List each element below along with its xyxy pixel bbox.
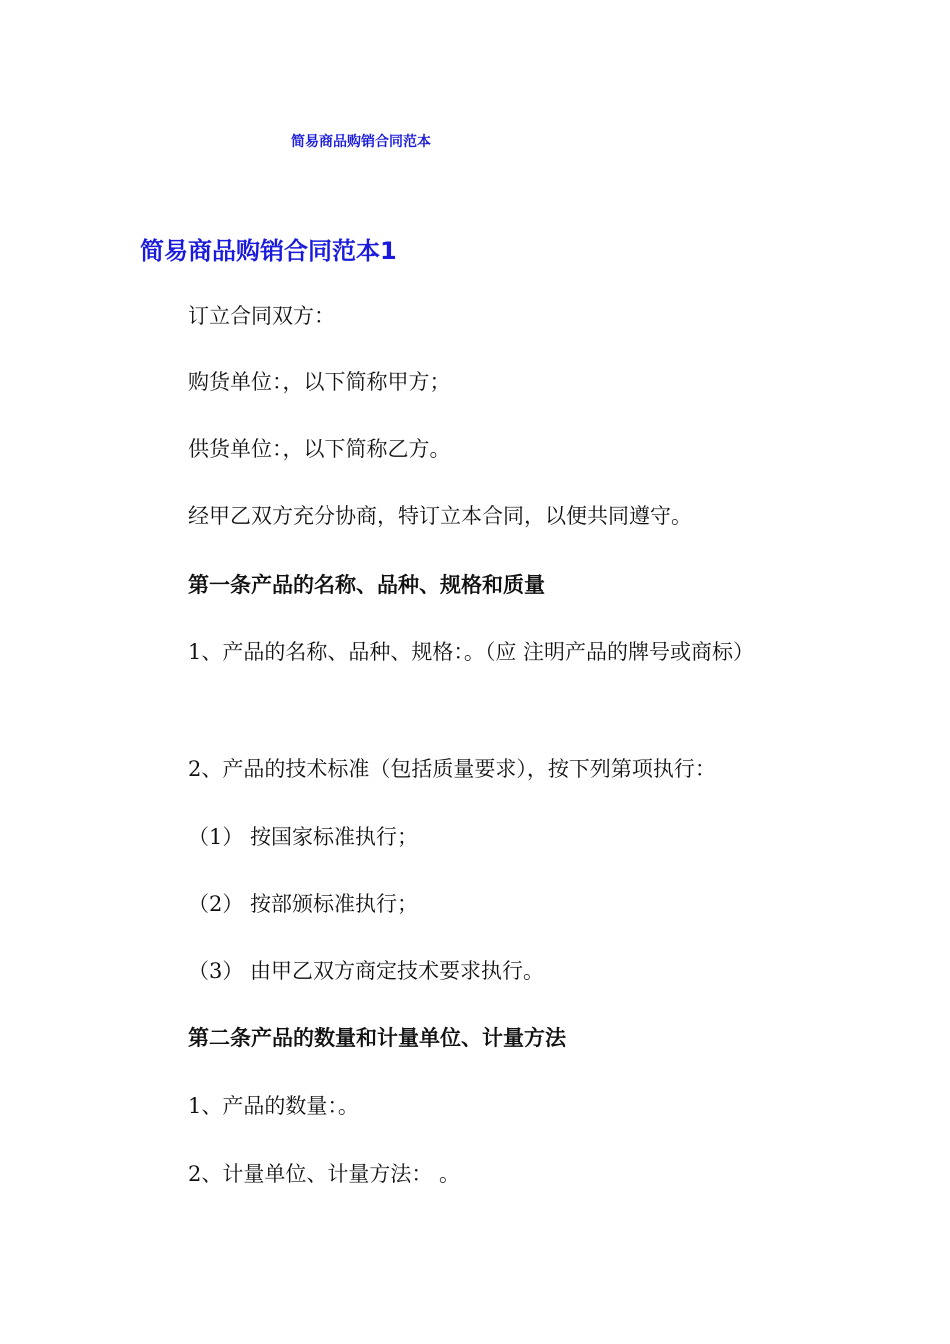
page-header-title: 简易商品购销合同范本 — [291, 134, 431, 150]
paragraph-product-spec: 1、产品的名称、品种、规格：。（应 注明产品的牌号或商标） — [188, 640, 755, 664]
section-heading-1: 第一条产品的名称、品种、规格和质量 — [188, 573, 545, 597]
paragraph-buyer: 购货单位：，以下简称甲方； — [188, 370, 451, 394]
list-item-mutual-standard: （3） 由甲乙双方商定技术要求执行。 — [188, 959, 545, 983]
paragraph-measurement: 2、计量单位、计量方法： 。 — [188, 1162, 461, 1186]
paragraph-tech-standard: 2、产品的技术标准（包括质量要求），按下列第项执行： — [188, 757, 716, 781]
paragraph-quantity: 1、产品的数量：。 — [188, 1094, 359, 1118]
paragraph-parties: 订立合同双方： — [188, 304, 335, 328]
list-item-national-standard: （1） 按国家标准执行； — [188, 825, 419, 849]
section-heading-2: 第二条产品的数量和计量单位、计量方法 — [188, 1026, 566, 1050]
paragraph-supplier: 供货单位：，以下简称乙方。 — [188, 437, 451, 461]
paragraph-agreement: 经甲乙双方充分协商，特订立本合同，以便共同遵守。 — [188, 504, 692, 528]
list-item-ministry-standard: （2） 按部颁标准执行； — [188, 892, 419, 916]
document-heading: 简易商品购销合同范本1 — [140, 237, 397, 265]
